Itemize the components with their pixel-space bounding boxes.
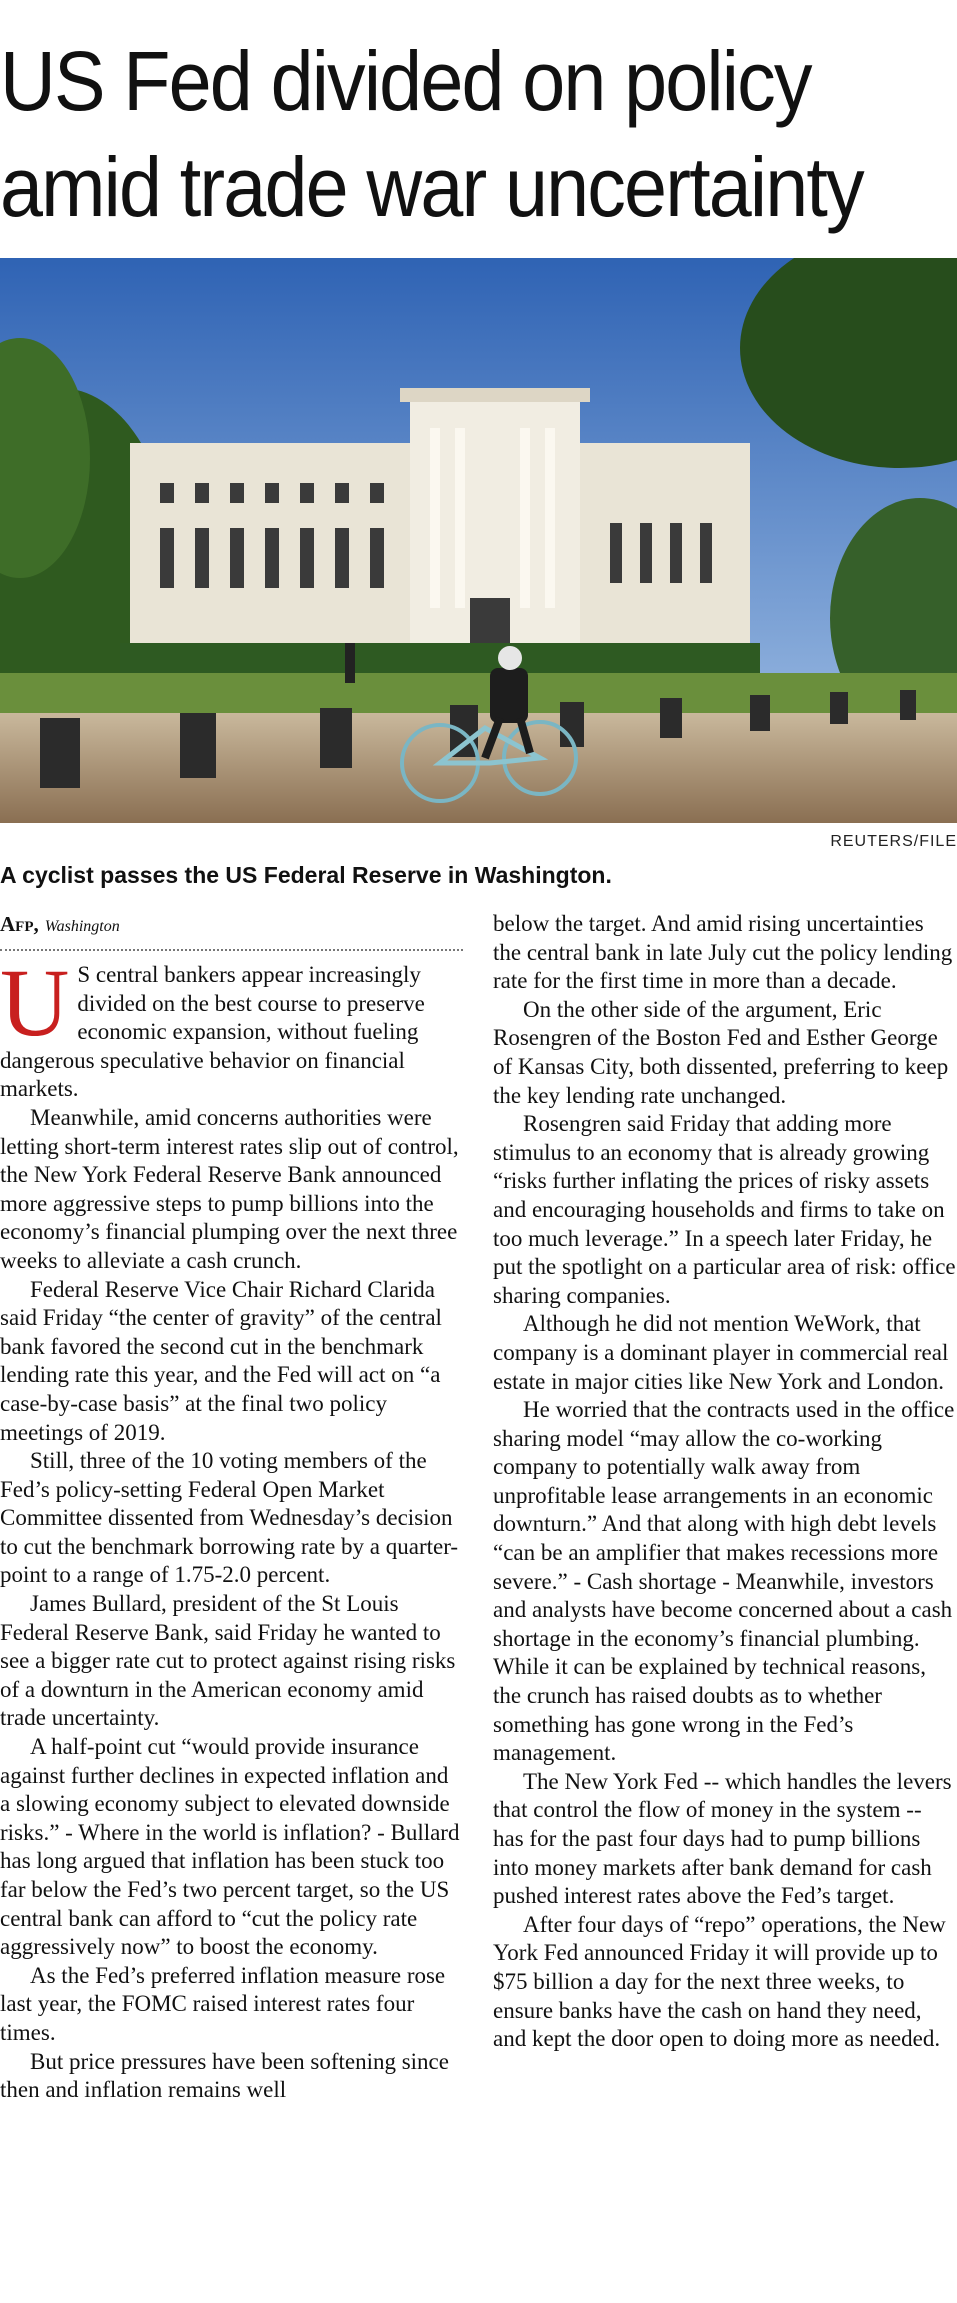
byline-place: Washington xyxy=(44,918,120,935)
drop-cap: U xyxy=(0,949,70,1056)
paragraph: As the Fed’s preferred inflation measure rose last year, the FOMC raised interest rates four times. xyxy=(0,1962,446,2045)
article-lead xyxy=(0,949,463,1104)
article-column-left xyxy=(0,910,463,2105)
byline-agency: Afp, xyxy=(0,912,39,936)
paragraph: James Bullard, president of the St Louis Federal Reserve Bank, said Friday he wanted to see a bigger rate cut to protect against rising risks of a downturn in the American economy amid trade uncertainty. xyxy=(0,1591,456,1731)
paragraph: Still, three of the 10 voting members of the Fed’s policy-setting Federal Open Market Committee dissented from Wednesday’s decision to cut the benchmark borrowing rate by a quarter-point to a range of 1.75-2.0 percent. xyxy=(0,1448,459,1588)
photo-credit: REUTERS/FILE xyxy=(830,833,957,850)
headline: US Fed divided on policy amid trade war uncertainty xyxy=(0,34,863,234)
paragraph-continuation: below the target. And amid rising uncertainties the central bank in late July cut the policy lending rate for the first time in more than a decade. xyxy=(493,911,953,994)
photo-caption: A cyclist passes the US Federal Reserve in Washington. xyxy=(0,862,612,888)
paragraph: On the other side of the argument, Eric Rosengren of the Boston Fed and Esther George of Kansas City, both dissented, preferring to keep the key lending rate unchanged. xyxy=(493,996,949,1108)
paragraph: The New York Fed -- which handles the levers that control the flow of money in the system -- has for the past four days had to pump billions into money markets after bank demand for cash pushed interest rates above the Fed’s target. xyxy=(493,1768,952,1909)
paragraph: He worried that the contracts used in the office sharing model “may allow the co-working company to potentially walk away from unprofitable lease arrangements in an economic downturn.” And that along with high debt levels “can be an amplifier that makes recessions more severe.” - Cash shortage - Meanwhile, investors and analysts have become concerned about a cash shortage in the economy’s financial plumbing. While it can be explained by technical reasons, the crunch has raised doubts as to whether something has gone wrong in the Fed’s management. xyxy=(493,1397,955,1766)
article-lead-text: S central bankers appear increasingly divided on the best course to preserve economic expansion, without fueling dangerous speculative behavior on financial markets. xyxy=(0,962,425,1102)
paragraph: Rosengren said Friday that adding more stimulus to an economy that is already growing “risks further inflating the prices of risky assets and encouraging households and firms to take on too much leverage.” In a speech later Friday, he put the spotlight on a particular area of risk: office sharing companies. xyxy=(493,1111,956,1308)
paragraph: After four days of “repo” operations, the New York Fed announced Friday it will provide up to $75 billion a day for the next three weeks, to ensure banks have the cash on hand they need, and kept the door open to doing more as needed. xyxy=(493,1911,946,2052)
byline xyxy=(0,910,463,951)
paragraph: A half-point cut “would provide insurance against further declines in expected inflation and a slowing economy subject to elevated downside risks.” - Where in the world is inflation? - Bullard has long argued that inflation has been stuck too far below the Fed’s two percent target, so the US central bank can afford to “cut the policy rate aggressively now” to boost the economy. xyxy=(0,1734,460,1960)
paragraph: Federal Reserve Vice Chair Richard Clarida said Friday “the center of gravity” of the central bank favored the second cut in the benchmark lending rate this year, and the Fed will act on “a case-by-case basis” at the final two policy meetings of 2019. xyxy=(0,1276,442,1445)
news-photo xyxy=(0,258,957,823)
article-column-right xyxy=(493,910,956,2054)
paragraph: But price pressures have been softening since then and inflation remains well xyxy=(0,2048,449,2103)
paragraph: Although he did not mention WeWork, that company is a dominant player in commercial real estate in major cities like New York and London. xyxy=(493,1311,949,1394)
paragraph: Meanwhile, amid concerns authorities were letting short-term interest rates slip out of control, the New York Federal Reserve Bank announced more aggressive steps to pump billions into the economy’s financial plumping over the next three weeks to alleviate a cash crunch. xyxy=(0,1104,459,1273)
